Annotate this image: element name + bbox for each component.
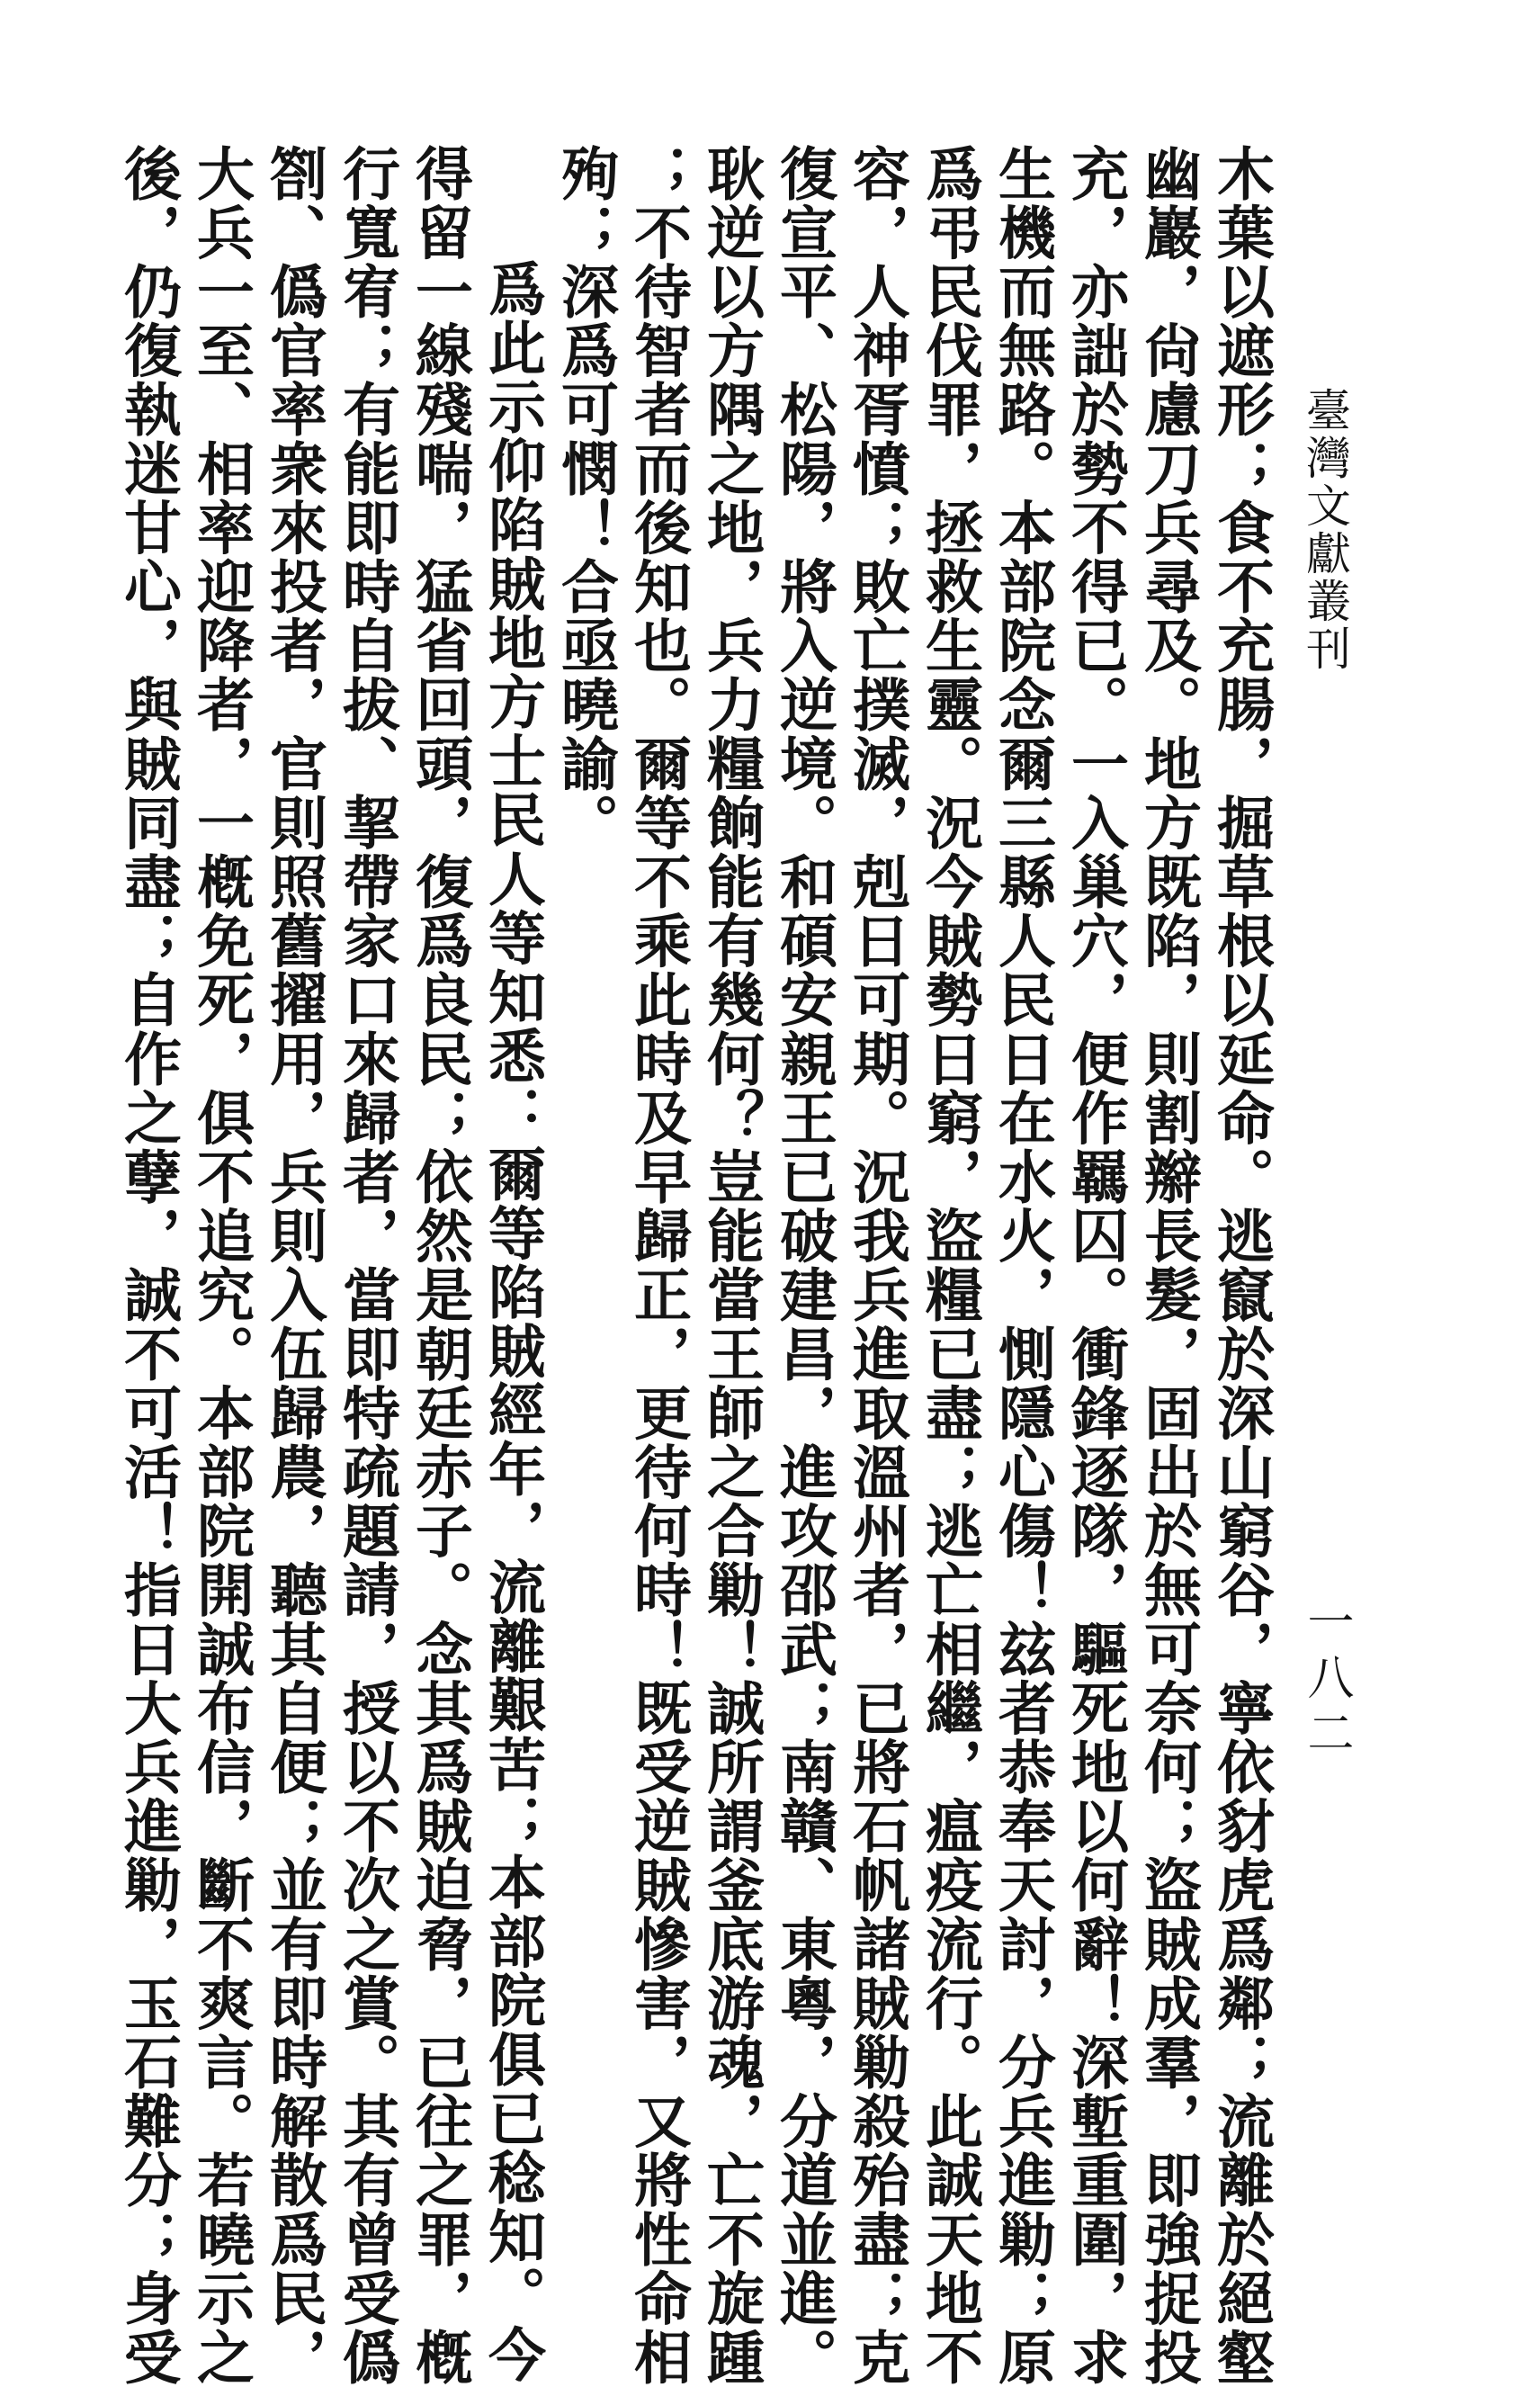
text-column: 容，人神胥憤；敗亡撲滅，剋日可期。況我兵進取溫州者，已將石帆諸賊勦殺殆盡；克: [843, 144, 910, 2387]
text-column: 劄、僞官率衆來投者，官則照舊擢用，兵則入伍歸農，聽其自便；並有即時解散爲民，: [260, 144, 327, 2387]
main-text: [114, 144, 1277, 2387]
text-column: 後，仍復執迷甘心，與賊同盡；自作之孽，誠不可活！指日大兵進勦，玉石難分；身受: [114, 144, 182, 2387]
text-column: 充，亦詘於勢不得已。一入巢穴，便作羈囚。衝鋒逐隊，驅死地以何辭！深塹重圍，求: [1061, 144, 1129, 2387]
text-column: 生機而無路。本部院念爾三縣人民日在水火，惻隱心傷！玆者恭奉天討，分兵進勦；原: [989, 144, 1056, 2387]
text-column: 爲弔民伐罪，拯救生靈。況今賊勢日窮，盜糧已盡；逃亡相繼，瘟疫流行。此誠天地不: [916, 144, 983, 2387]
text-column: 復宣平、松陽，將入逆境。和碩安親王已破建昌，進攻邵武；南贛、東粵，分道並進。: [770, 144, 837, 2387]
text-column: ；不待智者而後知也。爾等不乘此時及早歸正，更待何時！既受逆賊慘害，又將性命相: [624, 144, 692, 2387]
text-column: 殉；深爲可憫！合亟曉諭。: [551, 144, 619, 853]
text-column: 大兵一至、相率迎降者，一槪免死，俱不追究。本部院開誠布信，斷不爽言。若曉示之: [187, 144, 255, 2387]
text-column: 行寬宥；有能即時自拔、挈帶家口來歸者，當即特疏題請，授以不次之賞。其有曾受僞: [333, 144, 400, 2387]
page-number: 一八二: [1299, 1597, 1353, 1764]
text-column-paragraph-start: 爲此示仰陷賊地方士民人等知悉：爾等陷賊經年，流離艱苦；本部院俱已稔知。今: [479, 259, 546, 2384]
text-column: 耿逆以方隅之地，兵力糧餉能有幾何？豈能當王師之合勦！誠所謂釜底游魂，亡不旋踵: [697, 144, 765, 2387]
text-column: 木葉以遮形；食不充腸，掘草根以延命。逃竄於深山窮谷，寧依豺虎爲鄰；流離於絕壑: [1207, 144, 1275, 2387]
running-title: 臺灣文獻叢刊: [1299, 387, 1351, 673]
text-column: 幽巖，尙慮刀兵尋及。地方既陷，則割辮長髮，固出於無可奈何；盜賊成羣，即強捉投: [1134, 144, 1202, 2387]
text-column: 得留一線殘喘，猛省回頭，復爲良民；依然是朝廷赤子。念其爲賊迫脅，已往之罪，槪: [406, 144, 473, 2387]
